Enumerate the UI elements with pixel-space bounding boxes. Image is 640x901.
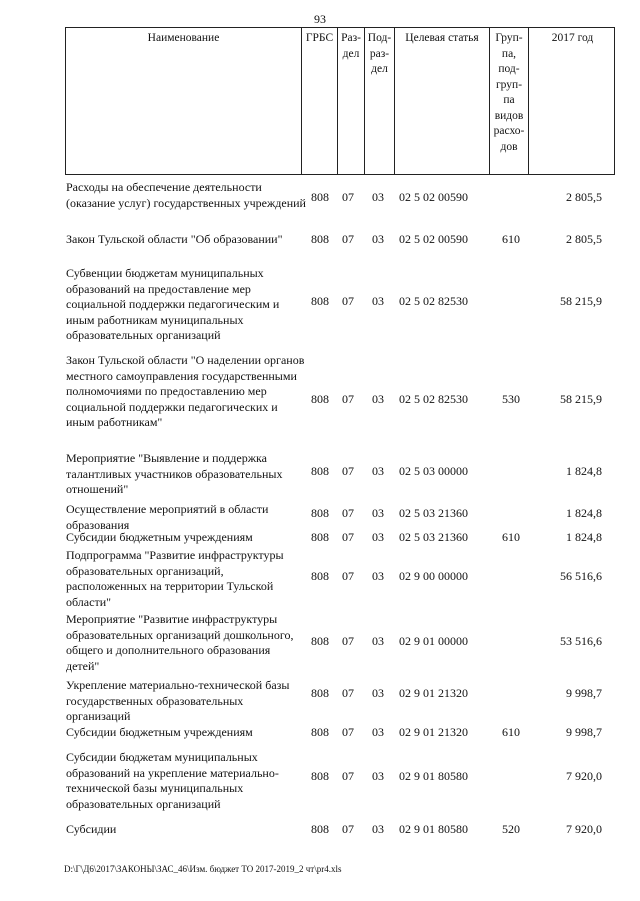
row-grbs: 808 — [311, 190, 329, 204]
row-podrazdel: 03 — [372, 464, 384, 478]
row-grbs: 808 — [311, 392, 329, 406]
row-sum: 9 998,7 — [566, 725, 602, 739]
row-target: 02 5 03 00000 — [399, 464, 468, 478]
row-grbs: 808 — [311, 822, 329, 836]
footer-file-path: D:\Г\Д6\2017\ЗАКОНЫ\ЗАС_46\Изм. бюджет ТО 2017-2019_2 чт\pr4.xls — [64, 864, 342, 874]
row-razdel: 07 — [342, 294, 354, 308]
row-vid: 610 — [502, 232, 520, 246]
row-sum: 58 215,9 — [560, 392, 602, 406]
row-vid: 610 — [502, 725, 520, 739]
row-razdel: 07 — [342, 725, 354, 739]
row-grbs: 808 — [311, 464, 329, 478]
row-podrazdel: 03 — [372, 634, 384, 648]
row-sum: 9 998,7 — [566, 686, 602, 700]
row-grbs: 808 — [311, 569, 329, 583]
row-razdel: 07 — [342, 530, 354, 544]
row-name: Субсидии бюджетам муниципальных образований на укрепление материально-технической базы муниципальных образовательных организаций — [66, 750, 279, 811]
page-number: 93 — [314, 12, 326, 26]
row-sum: 58 215,9 — [560, 294, 602, 308]
row-grbs: 808 — [311, 769, 329, 783]
row-razdel: 07 — [342, 464, 354, 478]
row-vid: 610 — [502, 530, 520, 544]
row-target: 02 5 02 82530 — [399, 294, 468, 308]
row-name: Субвенции бюджетам муниципальных образований на предоставление мер социальной поддержки педагогическим и иным работникам муниципальных образовательных организаций — [66, 266, 280, 342]
row-sum: 56 516,6 — [560, 569, 602, 583]
row-podrazdel: 03 — [372, 686, 384, 700]
row-target: 02 9 01 00000 — [399, 634, 468, 648]
row-sum: 1 824,8 — [566, 506, 602, 520]
row-target: 02 5 02 00590 — [399, 190, 468, 204]
header-podrazdel: Под- раз- дел — [365, 28, 395, 174]
header-razdel: Раз- дел — [338, 28, 365, 174]
row-target: 02 9 00 00000 — [399, 569, 468, 583]
row-razdel: 07 — [342, 634, 354, 648]
row-razdel: 07 — [342, 506, 354, 520]
row-name: Расходы на обеспечение деятельности (оказание услуг) государственных учреждений — [66, 180, 306, 210]
row-podrazdel: 03 — [372, 569, 384, 583]
row-target: 02 9 01 80580 — [399, 769, 468, 783]
row-sum: 1 824,8 — [566, 464, 602, 478]
row-target: 02 5 02 82530 — [399, 392, 468, 406]
row-name: Субсидии бюджетным учреждениям — [66, 725, 253, 739]
row-podrazdel: 03 — [372, 506, 384, 520]
row-target: 02 5 03 21360 — [399, 506, 468, 520]
row-podrazdel: 03 — [372, 822, 384, 836]
row-razdel: 07 — [342, 190, 354, 204]
row-target: 02 9 01 21320 — [399, 686, 468, 700]
header-year: 2017 год — [551, 32, 594, 44]
row-vid: 520 — [502, 822, 520, 836]
row-grbs: 808 — [311, 530, 329, 544]
row-target: 02 9 01 80580 — [399, 822, 468, 836]
row-name: Закон Тульской области "Об образовании" — [66, 232, 283, 246]
row-sum: 1 824,8 — [566, 530, 602, 544]
row-name: Укрепление материально-технической базы государственных образовательных организаций — [66, 678, 290, 723]
row-podrazdel: 03 — [372, 769, 384, 783]
row-razdel: 07 — [342, 769, 354, 783]
row-grbs: 808 — [311, 294, 329, 308]
row-sum: 2 805,5 — [566, 190, 602, 204]
row-grbs: 808 — [311, 686, 329, 700]
row-razdel: 07 — [342, 392, 354, 406]
row-podrazdel: 03 — [372, 232, 384, 246]
header-grbs: ГРБС — [302, 28, 338, 174]
row-name: Подпрограмма "Развитие инфраструктуры образовательных организаций, расположенных на территории Тульской области" — [66, 548, 284, 609]
row-grbs: 808 — [311, 725, 329, 739]
row-target: 02 5 03 21360 — [399, 530, 468, 544]
row-name: Мероприятие "Выявление и поддержка талантливых участников образовательных отношений" — [66, 451, 283, 496]
row-name: Закон Тульской области "О наделении органов местного самоуправления государственными полномочиями по предоставлению мер социальной поддержки педагогических и иным работникам" — [66, 353, 305, 429]
row-sum: 2 805,5 — [566, 232, 602, 246]
row-podrazdel: 03 — [372, 294, 384, 308]
row-razdel: 07 — [342, 822, 354, 836]
row-podrazdel: 03 — [372, 392, 384, 406]
row-name: Субсидии — [66, 822, 117, 836]
header-target: Целевая статья — [395, 28, 490, 174]
row-vid: 530 — [502, 392, 520, 406]
row-podrazdel: 03 — [372, 190, 384, 204]
row-target: 02 5 02 00590 — [399, 232, 468, 246]
row-sum: 7 920,0 — [566, 822, 602, 836]
row-name: Осуществление мероприятий в области образования — [66, 502, 269, 532]
row-podrazdel: 03 — [372, 725, 384, 739]
row-target: 02 9 01 21320 — [399, 725, 468, 739]
row-name: Мероприятие "Развитие инфраструктуры образовательных организаций дошкольного, общего и дополнительного образования детей" — [66, 612, 294, 673]
header-name: Наименование — [66, 28, 302, 174]
row-grbs: 808 — [311, 634, 329, 648]
header-vid: Груп- па, под- груп- па видов расхо- дов — [490, 28, 529, 174]
row-sum: 53 516,6 — [560, 634, 602, 648]
row-podrazdel: 03 — [372, 530, 384, 544]
row-name: Субсидии бюджетным учреждениям — [66, 530, 253, 544]
row-sum: 7 920,0 — [566, 769, 602, 783]
table-header — [65, 27, 615, 175]
row-razdel: 07 — [342, 232, 354, 246]
row-razdel: 07 — [342, 569, 354, 583]
row-grbs: 808 — [311, 506, 329, 520]
row-grbs: 808 — [311, 232, 329, 246]
row-razdel: 07 — [342, 686, 354, 700]
